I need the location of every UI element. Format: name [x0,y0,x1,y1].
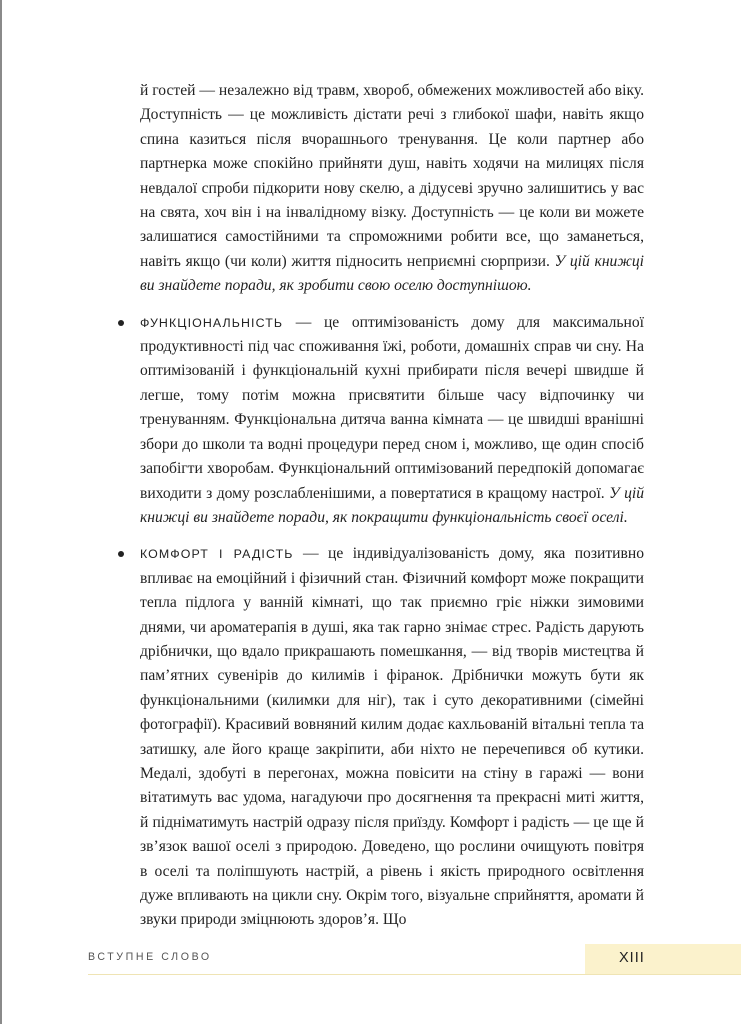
page-footer [88,944,741,975]
footer-page-box [585,944,741,974]
intro-paragraph [140,79,644,299]
intro-paragraph-text: й гостей — незалежно від травм, хвороб, обмежених можливостей або віку. Доступність — це можливість дістати речі з глибокої шафи, навіть якщо спина казиться після вчорашнього тренування. Це коли партнер або партнерка може спокійно прийняти душ, навіть ходячи на милицях після невдалої спроби підкорити нову скелю, а дідусеві зручно залишитись у вас на свята, хоч він і на інвалідному візку. Доступність — це коли ви можете залишатися самостійними та спроможними робити все, що заманеться, навіть якщо (чи коли) життя підносить неприємні сюрпризи. [140,82,644,270]
bullet-text: — це індивідуалізованість дому, яка позитивно впливає на емоційний і фізичний стан. Фізичний комфорт може покращити тепла підлога у ванній кімнаті, що так приємно гріє ніжки зимовими днями, чи ароматерапія в душі, яка так гарно знімає стрес. Радість дарують дрібнички, що вдало прикрашають помешкання, — від творів мистецтва й пам’ятних сувенірів до килимів і фіранок. Дрібнички можуть бути як функціональними (килимки для ніг), так і суто декоративними (сімейні фотографії). Красивий вовняний килим додає кахльованій вітальні тепла та затишку, але його краще закріпити, аби ніхто не перечепився об кутики. Медалі, здобуті в перегонах, можна повісити на стіну в гаражі — вони вітатимуть вас удома, нагадуючи про досягнення та прекрасні миті життя, й підніматимуть настрій одразу після приїзду. Комфорт і радість — це ще й зв’язок вашої оселі з природою. Доведено, що рослини очищують повітря в оселі та поліпшують настрій, а рівень і якість природного освітлення дуже впливають на цикли сну. Окрім того, візуальне сприйняття, аромати й звуки природи зміцнюють здоров’я. Що [140,545,645,929]
bullet-item-comfort [140,542,644,933]
page-left-border [0,0,2,1024]
bullet-icon [118,320,124,326]
bullet-paragraph [140,542,644,933]
bullet-item-functionality [140,311,644,531]
term-functionality: ФУНКЦІОНАЛЬНІСТЬ [140,315,284,330]
bullet-tip: У цій книжці ви знайдете поради, як покращити функціональність своєї оселі. [140,484,644,526]
footer-section-title: ВСТУПНЕ СЛОВО [88,951,212,963]
bullet-icon [118,551,124,557]
bullet-paragraph [140,311,644,531]
intro-tip: У цій книжці ви знайдете поради, як зробити свою оселю доступнішою. [140,252,644,295]
bullet-text: — це оптимізованість дому для максимальної продуктивності під час споживання їжі, роботи, домашніх справ чи сну. На оптимізованій і функціональній кухні прибирати після вечері швидше й легше, тому потім можна присвятити більше часу відпочинку чи тренуванням. Функціональна дитяча ванна кімната — це швидші вранішні збори до школи та водні процедури перед сном і, можливо, ще один спосіб запобігти хворобам. Функціональний оптимізований передпокій допомагає виходити з дому розслабленішими, а повертатися в кращому настрої. [140,313,644,502]
body-text [140,79,644,933]
term-comfort-joy: КОМФОРТ І РАДІСТЬ [140,547,294,562]
page-number: XIII [619,950,645,966]
